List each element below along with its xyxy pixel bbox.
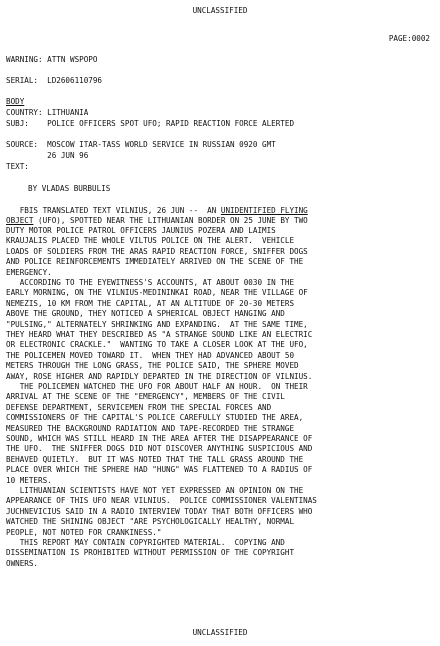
country-line: COUNTRY: LITHUANIA bbox=[6, 108, 89, 117]
p2-line: ACCORDING TO THE EYEWITNESS'S ACCOUNTS, AT ABOUT 0030 IN THE bbox=[6, 278, 295, 287]
warning-line: WARNING: ATTN WSPOPO bbox=[6, 55, 98, 64]
p1-line: EMERGENCY. bbox=[6, 267, 52, 277]
p2-line: "PULSING," ALTERNATELY SHRINKING AND EXPANDING. AT THE SAME TIME, bbox=[6, 319, 308, 329]
p3-line: SOUND, WHICH WAS STILL HEARD IN THE AREA AFTER THE DISAPPEARANCE OF bbox=[6, 434, 313, 444]
p1-line: LOADS OF SOLDIERS FROM THE ARAS RAPID REACTION FORCE, SNIFFER DOGS bbox=[6, 246, 308, 256]
p3-line: BEHAVED QUIETLY. BUT IT WAS NOTED THAT THE TALL GRASS AROUND THE bbox=[6, 454, 304, 464]
p4-line: LITHUANIAN SCIENTISTS HAVE NOT YET EXPRESSED AN OPINION ON THE bbox=[6, 486, 304, 495]
p2-line: EARLY MORNING, ON THE VILNIUS-MEDININKAI ROAD, NEAR THE VILLAGE OF bbox=[6, 288, 308, 298]
byline: BY VLADAS BURBULIS bbox=[28, 184, 111, 193]
p4-line: APPEARANCE OF THIS UFO NEAR VILNIUS. POLICE COMMISSIONER VALENTINAS bbox=[6, 496, 317, 506]
p1-line: AND POLICE REINFORCEMENTS IMMEDIATELY ARRIVED ON THE SCENE OF THE bbox=[6, 257, 304, 267]
p2-line: OR ELECTRONIC CRACKLE." WANTING TO TAKE A CLOSER LOOK AT THE UFO, bbox=[6, 340, 308, 350]
paragraph-3 bbox=[6, 382, 426, 486]
classification-header: UNCLASSIFIED bbox=[192, 6, 248, 15]
p3-line: THE POLICEMEN WATCHED THE UFO FOR ABOUT HALF AN HOUR. ON THEIR bbox=[6, 382, 308, 391]
paragraph-5 bbox=[6, 538, 426, 569]
p4-line: JUCHNEVICIUS SAID IN A RADIO INTERVIEW TODAY THAT BOTH OFFICERS WHO bbox=[6, 506, 313, 516]
p1-rest: (UFO), SPOTTED NEAR THE LITHUANIAN BORDER ON 25 JUNE BY TWO bbox=[33, 216, 308, 225]
p2-line: AWAY, ROSE HIGHER AND RAPIDLY DEPARTED IN THE DIRECTION OF VILNIUS. bbox=[6, 371, 313, 381]
p5-line: DISSEMINATION IS PROHIBITED WITHOUT PERMISSION OF THE COPYRIGHT bbox=[6, 548, 295, 558]
p2-line: METERS THROUGH THE LONG GRASS, THE POLICE SAID, THE SPHERE MOVED bbox=[6, 361, 299, 371]
paragraph-4 bbox=[6, 486, 426, 538]
p3-line: PLACE OVER WHICH THE SPHERE HAD "HUNG" WAS FLATTENED TO A RADIUS OF bbox=[6, 465, 313, 475]
p2-line: NEMEZIS, 10 KM FROM THE CAPITAL, AT AN ALTITUDE OF 20-30 METERS bbox=[6, 298, 295, 308]
p3-line: DEFENSE DEPARTMENT, SERVICEMEN FROM THE SPECIAL FORCES AND bbox=[6, 402, 272, 412]
p3-line: 10 METERS. bbox=[6, 475, 52, 485]
classification-footer: UNCLASSIFIED bbox=[192, 628, 248, 637]
body-label: BODY bbox=[6, 97, 25, 106]
paragraph-1 bbox=[6, 226, 426, 278]
p5-line: THIS REPORT MAY CONTAIN COPYRIGHTED MATERIAL. COPYING AND bbox=[6, 538, 285, 547]
p4-line: WATCHED THE SHINING OBJECT "ARE PSYCHOLOGICALLY HEALTHY, NORMAL bbox=[6, 517, 295, 527]
ufo-term-underlined: UNIDENTIFIED FLYING bbox=[220, 206, 308, 215]
p3-line: ARRIVAL AT THE SCENE OF THE "EMERGENCY", MEMBERS OF THE CIVIL bbox=[6, 392, 285, 402]
text-label: TEXT: bbox=[6, 162, 29, 171]
p1-line: DUTY MOTOR POLICE PATROL OFFICERS JAUNIUS POZERA AND LAIMIS bbox=[6, 226, 276, 235]
source-date-line: 26 JUN 96 bbox=[6, 151, 89, 160]
p4-line: PEOPLE, NOT NOTED FOR CRANKINESS." bbox=[6, 527, 162, 537]
paragraph-1-second-line bbox=[6, 216, 308, 226]
p3-line: COMMISSIONERS OF THE CAPITAL'S POLICE CAREFULLY STUDIED THE AREA, bbox=[6, 413, 304, 423]
paragraph-1-first-line bbox=[6, 206, 308, 216]
p3-line: MEASURED THE BACKGROUND RADIATION AND TAPE-RECORDED THE STRANGE bbox=[6, 423, 295, 433]
p2-line: ABOVE THE GROUND, THEY NOTICED A SPHERICAL OBJECT HANGING AND bbox=[6, 309, 285, 319]
p2-line: THEY HEARD WHAT THEY DESCRIBED AS "A STRANGE SOUND LIKE AN ELECTRIC bbox=[6, 330, 313, 340]
serial-line: SERIAL: LD2606110796 bbox=[6, 76, 103, 85]
p3-line: THE UFO. THE SNIFFER DOGS DID NOT DISCOVER ANYTHING SUSPICIOUS AND bbox=[6, 444, 313, 454]
p5-line: OWNERS. bbox=[6, 558, 39, 568]
p1-line: KRAUJALIS PLACED THE WHOLE VILTUS POLICE ON THE ALERT. VEHICLE bbox=[6, 236, 295, 246]
p2-line: THE POLICEMEN MOVED TOWARD IT. WHEN THEY HAD ADVANCED ABOUT 50 bbox=[6, 350, 295, 360]
paragraph-2 bbox=[6, 278, 426, 382]
ufo-term-underlined-cont: OBJECT bbox=[6, 216, 34, 225]
page-number: PAGE:0002 bbox=[388, 34, 430, 43]
source-line: SOURCE: MOSCOW ITAR-TASS WORLD SERVICE IN RUSSIAN 0920 GMT bbox=[6, 140, 276, 149]
p1-prefix: FBIS TRANSLATED TEXT VILNIUS, 26 JUN -- AN bbox=[6, 206, 221, 215]
subject-line: SUBJ: POLICE OFFICERS SPOT UFO; RAPID REACTION FORCE ALERTED bbox=[6, 119, 295, 128]
